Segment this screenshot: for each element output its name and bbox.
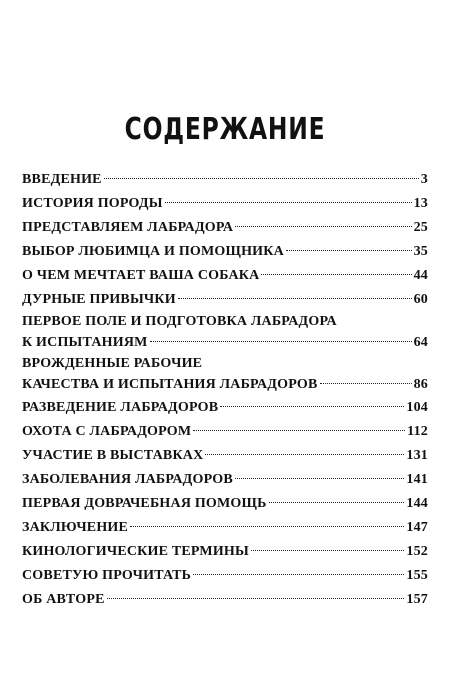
leader-dots bbox=[261, 274, 411, 275]
leader-dots bbox=[235, 226, 411, 227]
toc-entry-title: ВВЕДЕНИЕ bbox=[22, 172, 102, 187]
leader-dots bbox=[269, 502, 405, 503]
toc-page-number: 13 bbox=[413, 196, 428, 211]
page-title: СОДЕРЖАНИЕ bbox=[124, 112, 326, 147]
toc-entry-title: ПРЕДСТАВЛЯЕМ ЛАБРАДОРА bbox=[22, 220, 234, 235]
toc-page-number: 25 bbox=[413, 220, 428, 235]
toc-entry bbox=[22, 564, 428, 588]
toc-page-number: 35 bbox=[413, 244, 428, 259]
toc-entry bbox=[22, 468, 428, 492]
toc-entry-title: КИНОЛОГИЧЕСКИЕ ТЕРМИНЫ bbox=[22, 544, 249, 559]
toc-entry-title: ИСТОРИЯ ПОРОДЫ bbox=[22, 196, 163, 211]
toc-page-number: 112 bbox=[407, 424, 428, 439]
toc-entry bbox=[22, 312, 428, 354]
toc-entry-title: ЗАБОЛЕВАНИЯ ЛАБРАДОРОВ bbox=[22, 472, 233, 487]
toc-entry bbox=[22, 492, 428, 516]
leader-dots bbox=[193, 430, 405, 431]
toc-entry bbox=[22, 588, 428, 612]
toc-page-number: 141 bbox=[406, 472, 428, 487]
toc-entry-title: КАЧЕСТВА И ИСПЫТАНИЯ ЛАБРАДОРОВ bbox=[22, 377, 318, 392]
toc-entry bbox=[22, 168, 428, 192]
leader-dots bbox=[193, 574, 404, 575]
toc-entry-title: ВЫБОР ЛЮБИМЦА И ПОМОЩНИКА bbox=[22, 244, 284, 259]
toc-entry bbox=[22, 516, 428, 540]
leader-dots bbox=[251, 550, 404, 551]
toc-entry-title: СОВЕТУЮ ПРОЧИТАТЬ bbox=[22, 568, 192, 583]
toc-entry bbox=[22, 540, 428, 564]
leader-dots bbox=[104, 178, 419, 179]
toc-page-number: 144 bbox=[406, 496, 428, 511]
toc-entry bbox=[22, 240, 428, 264]
toc-entry-title: О ЧЕМ МЕЧТАЕТ ВАША СОБАКА bbox=[22, 268, 260, 283]
leader-dots bbox=[235, 478, 405, 479]
leader-dots bbox=[178, 298, 412, 299]
leader-dots bbox=[286, 250, 412, 251]
toc-page-number: 44 bbox=[413, 268, 428, 283]
leader-dots bbox=[205, 454, 404, 455]
toc-entry-title: ДУРНЫЕ ПРИВЫЧКИ bbox=[22, 292, 176, 307]
toc-entry-title: К ИСПЫТАНИЯМ bbox=[22, 335, 148, 350]
toc-entry bbox=[22, 192, 428, 216]
leader-dots bbox=[150, 341, 412, 342]
toc-entry-title-line1: ВРОЖДЕННЫЕ РАБОЧИЕ bbox=[22, 356, 203, 371]
toc-entry bbox=[22, 444, 428, 468]
toc-entry-title: УЧАСТИЕ В ВЫСТАВКАХ bbox=[22, 448, 204, 463]
leader-dots bbox=[320, 383, 412, 384]
toc-entry bbox=[22, 420, 428, 444]
toc-entry-title: ПЕРВАЯ ДОВРАЧЕБНАЯ ПОМОЩЬ bbox=[22, 496, 267, 511]
toc-page-number: 104 bbox=[406, 400, 428, 415]
toc-page-number: 3 bbox=[420, 172, 428, 187]
toc-entry-title: ОБ АВТОРЕ bbox=[22, 592, 105, 607]
toc-page-number: 147 bbox=[406, 520, 428, 535]
toc-page-number: 152 bbox=[406, 544, 428, 559]
toc-entry bbox=[22, 354, 428, 396]
toc-page-number: 157 bbox=[406, 592, 428, 607]
toc-entry-title: ОХОТА С ЛАБРАДОРОМ bbox=[22, 424, 192, 439]
toc-page-number: 60 bbox=[413, 292, 428, 307]
toc-entry-title-line1: ПЕРВОЕ ПОЛЕ И ПОДГОТОВКА ЛАБРАДОРА bbox=[22, 314, 337, 329]
leader-dots bbox=[107, 598, 405, 599]
toc-entry bbox=[22, 264, 428, 288]
toc-page-number: 131 bbox=[406, 448, 428, 463]
leader-dots bbox=[130, 526, 404, 527]
toc-entry bbox=[22, 396, 428, 420]
toc-entry-title: РАЗВЕДЕНИЕ ЛАБРАДОРОВ bbox=[22, 400, 219, 415]
toc-page-number: 86 bbox=[413, 377, 428, 392]
table-of-contents bbox=[22, 168, 428, 612]
toc-page-number: 155 bbox=[406, 568, 428, 583]
toc-page-number: 64 bbox=[413, 335, 428, 350]
toc-entry-title: ЗАКЛЮЧЕНИЕ bbox=[22, 520, 129, 535]
toc-entry bbox=[22, 288, 428, 312]
leader-dots bbox=[220, 406, 404, 407]
toc-entry bbox=[22, 216, 428, 240]
leader-dots bbox=[165, 202, 412, 203]
